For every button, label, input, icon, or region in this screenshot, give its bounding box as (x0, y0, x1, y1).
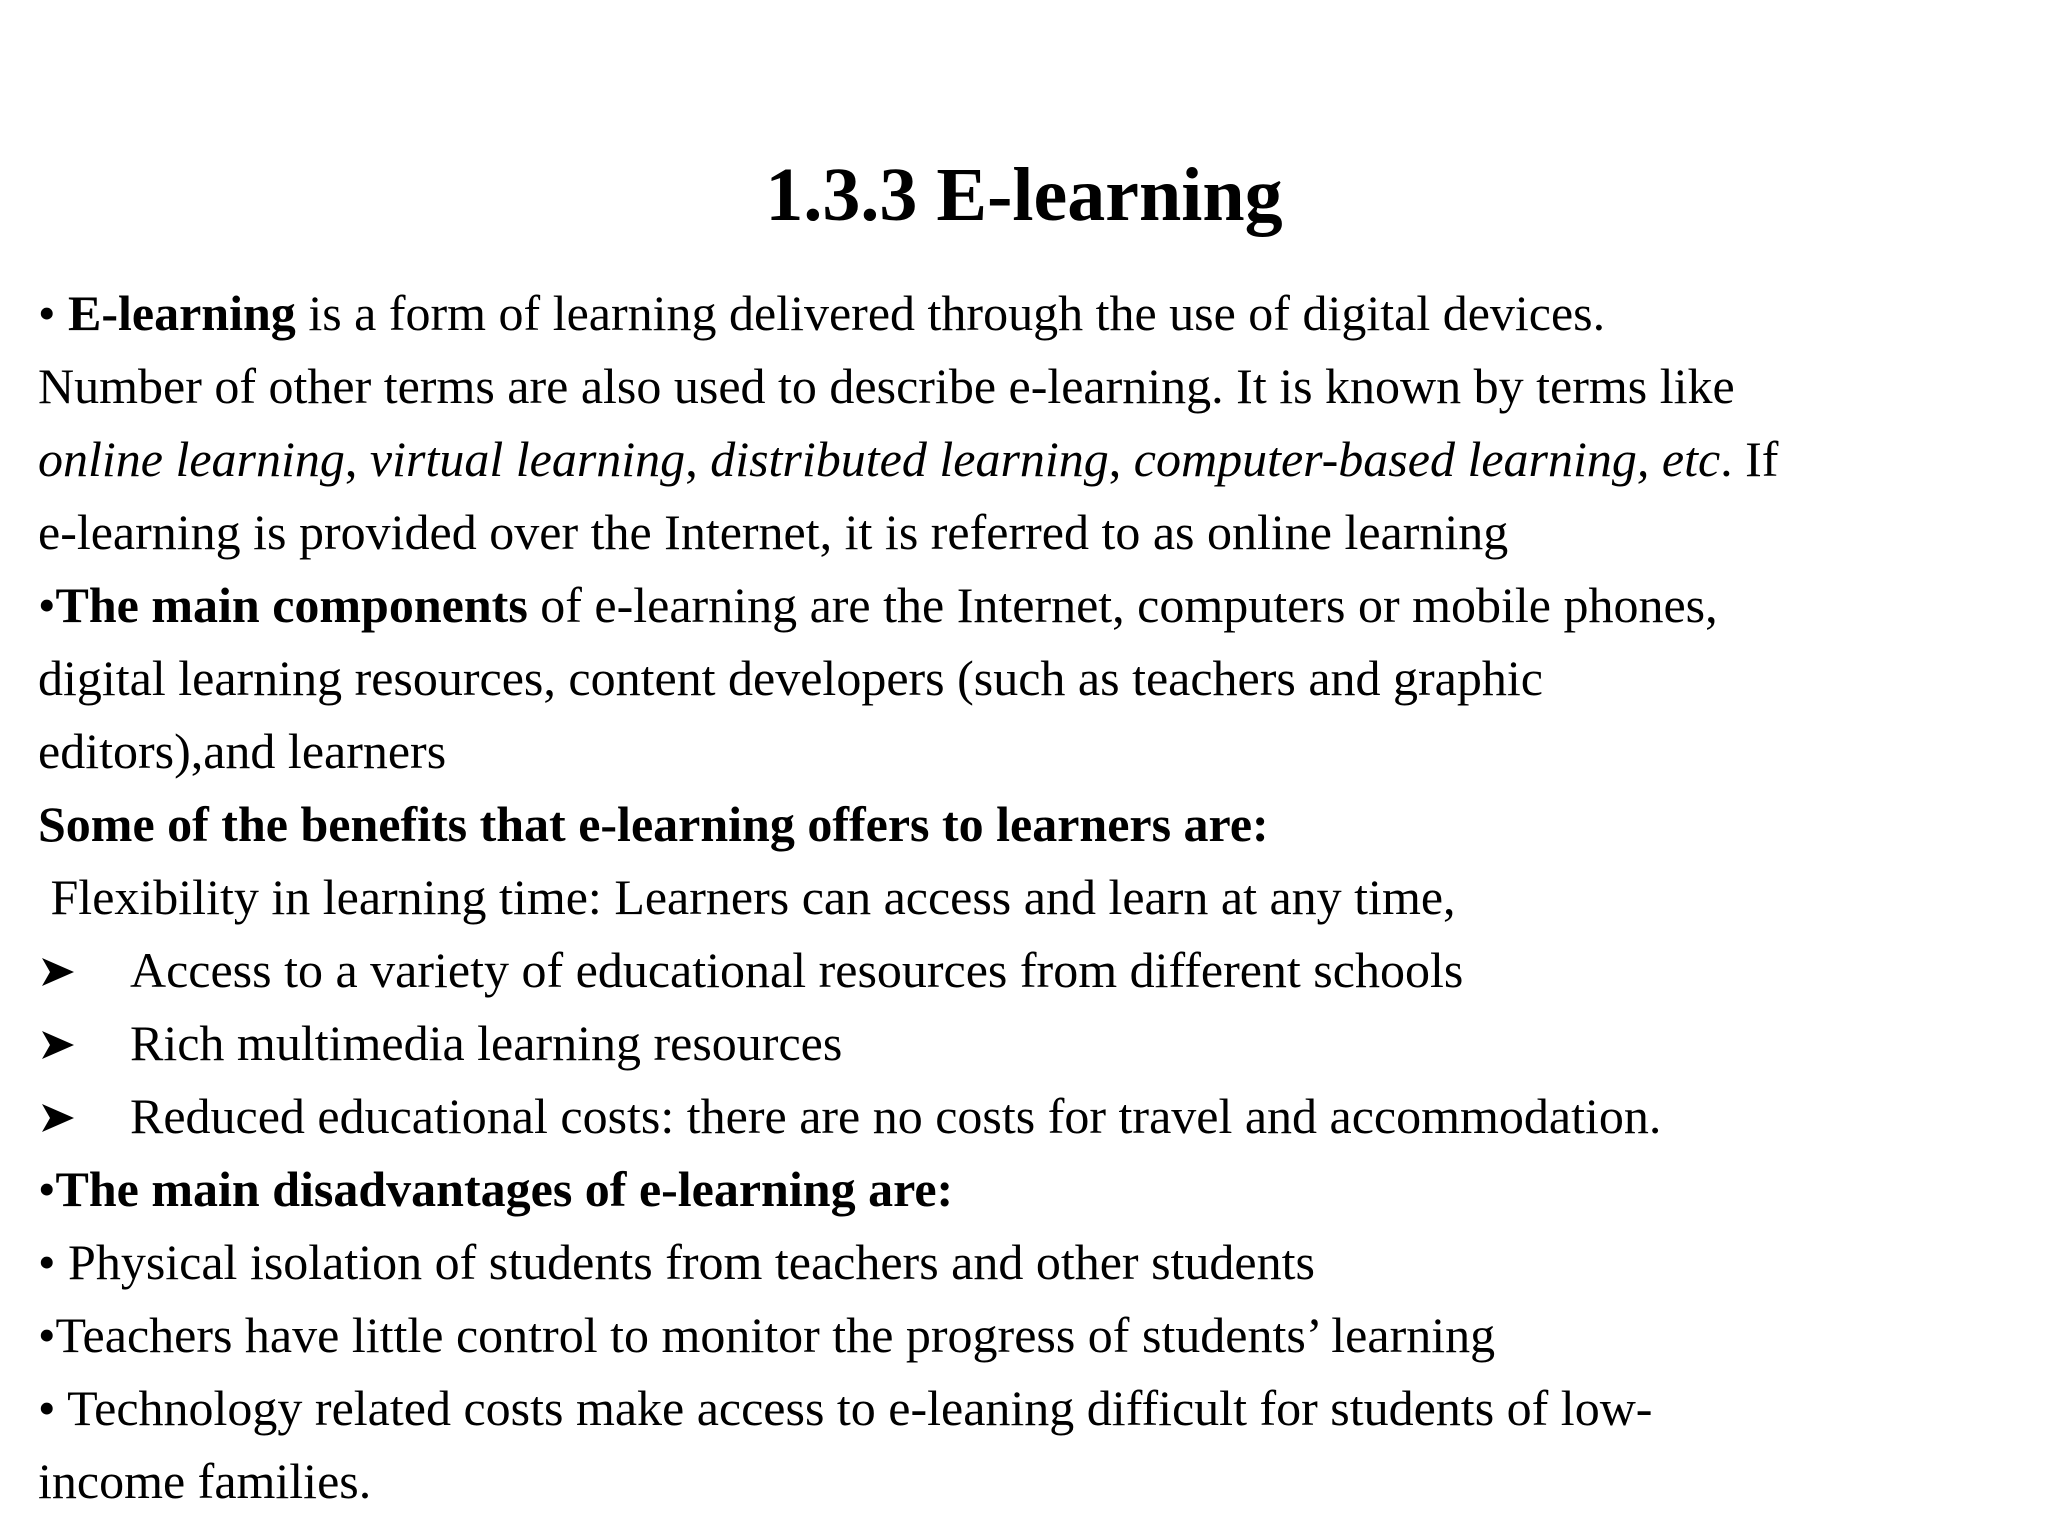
disadvantages-heading-line (38, 1159, 953, 1219)
para1-line1 (38, 283, 1605, 343)
slide-title: 1.3.3 E-learning (765, 153, 1283, 237)
bullet: • (38, 577, 56, 633)
separator: , (344, 431, 370, 487)
arrow-bullet-icon (38, 940, 78, 1000)
para1-line4: e-learning is provided over the Internet, it is referred to as online learning (38, 504, 1509, 560)
arrow-bullet-icon (38, 1013, 78, 1073)
benefit-item: Rich multimedia learning resources (130, 1015, 843, 1071)
separator: , (1108, 431, 1134, 487)
para2-line2: digital learning resources, content developers (such as teachers and graphic (38, 650, 1543, 706)
benefits-heading: Some of the benefits that e-learning offers to learners are: (38, 796, 1269, 852)
term-distributed-learning: distributed learning (710, 431, 1109, 487)
para1-line1-rest: is a form of learning delivered through the use of digital devices. (295, 285, 1606, 341)
para2-line1-rest: of e-learning are the Internet, computers or mobile phones, (527, 577, 1718, 633)
term-e-learning: E-learning (68, 285, 296, 341)
disadvantage-item: • Physical isolation of students from teachers and other students (38, 1234, 1315, 1290)
benefit-item: Reduced educational costs: there are no costs for travel and accommodation. (130, 1088, 1662, 1144)
benefit-item: Access to a variety of educational resources from different schools (130, 942, 1464, 998)
disadvantage-item: •Teachers have little control to monitor the progress of students’ learning (38, 1307, 1496, 1363)
para2-line1 (38, 575, 1718, 635)
benefit-flexibility: Flexibility in learning time: Learners can access and learn at any time, (38, 869, 1456, 925)
para2-line3: editors),and learners (38, 723, 447, 779)
arrow-bullet-icon (38, 1086, 78, 1146)
disadvantage-item: • Technology related costs make access to e-leaning difficult for students of low- (38, 1380, 1653, 1436)
separator: . If (1720, 431, 1779, 487)
term-computer-based-learning: computer-based learning, etc (1133, 431, 1721, 487)
para1-line2: Number of other terms are also used to describe e-learning. It is known by terms like (38, 358, 1735, 414)
bullet: • (38, 1161, 56, 1217)
para1-line3 (38, 429, 1778, 489)
disadvantage-item-continued: income families. (38, 1453, 372, 1509)
term-virtual-learning: virtual learning (369, 431, 686, 487)
term-main-components: The main components (55, 577, 528, 633)
bullet: • (38, 285, 56, 341)
separator: , (685, 431, 711, 487)
disadvantages-heading: The main disadvantages of e-learning are: (55, 1161, 954, 1217)
term-online-learning: online learning (38, 431, 345, 487)
